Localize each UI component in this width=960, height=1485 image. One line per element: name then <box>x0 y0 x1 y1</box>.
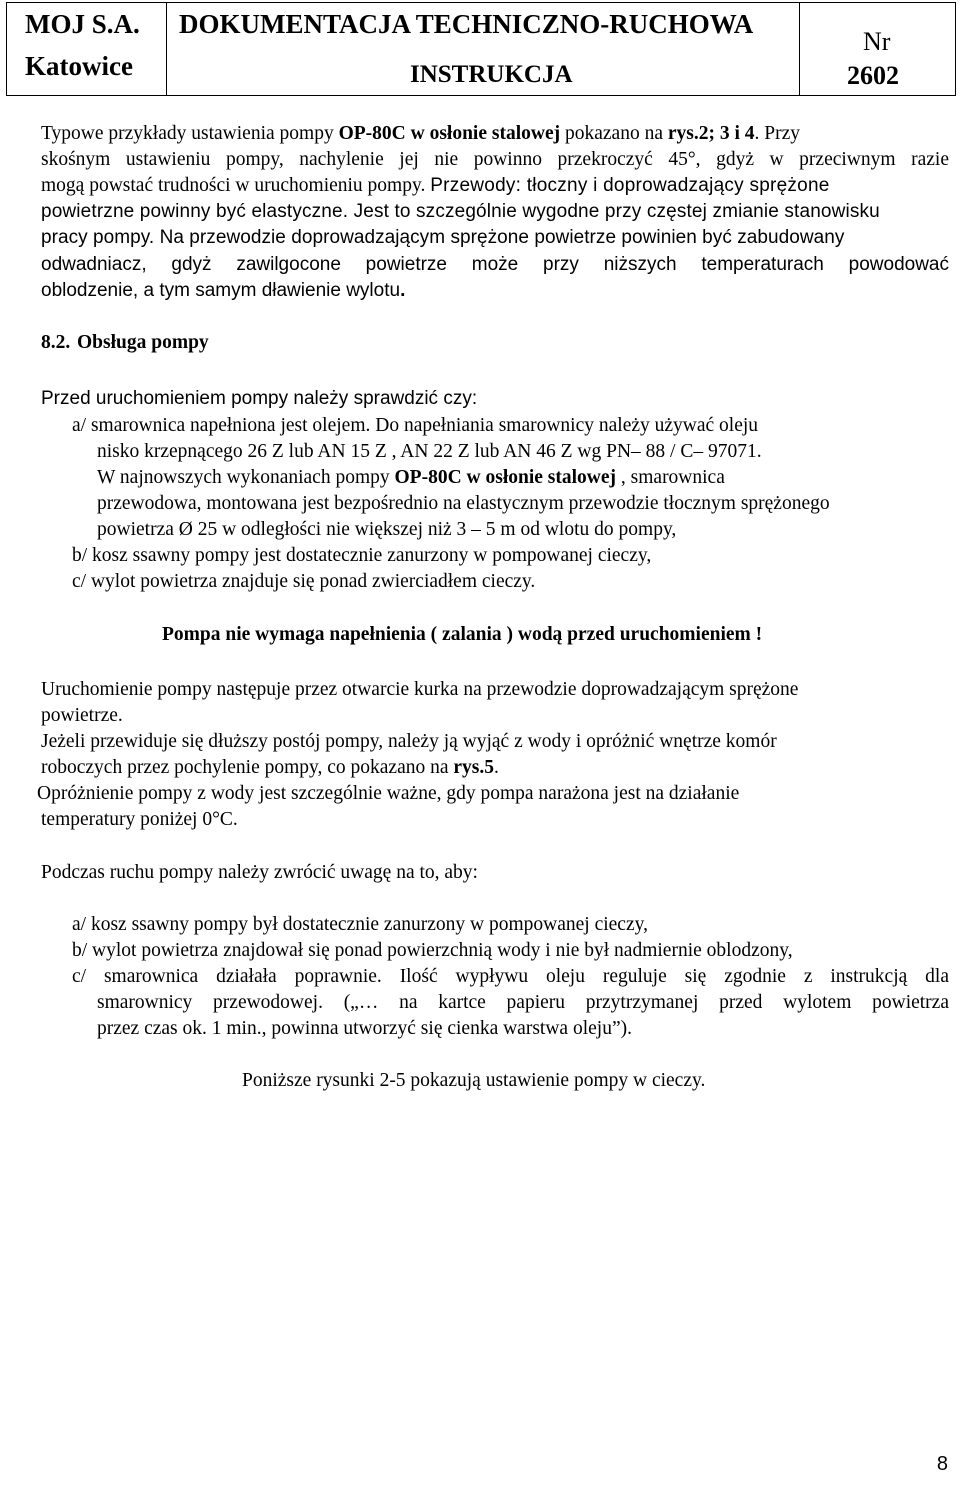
document-title: DOKUMENTACJA TECHNICZNO-RUCHOWA <box>179 9 754 39</box>
running-item-c-line-2: smarownicy przewodowej. („… na kartce papieru przytrzymanej przed wylotem powietrza <box>97 992 949 1013</box>
start-line-4: roboczych przez pochylenie pompy, co pokazano na rys.5. <box>41 757 499 778</box>
checklist-item-a-line-3: W najnowszych wykonaniach pompy OP-80C w osłonie stalowej , smarownica <box>97 467 725 488</box>
checklist-lead: Przed uruchomieniem pompy należy sprawdzić czy: <box>41 388 478 409</box>
intro-line-5: pracy pompy. Na przewodzie doprowadzającym sprężone powietrze powinien być zabudowany <box>41 227 845 248</box>
page-number: 8 <box>936 1453 948 1475</box>
priming-warning: Pompa nie wymaga napełnienia ( zalania ) wodą przed uruchomieniem ! <box>162 624 763 645</box>
figures-note: Poniższe rysunki 2-5 pokazują ustawienie pompy w cieczy. <box>242 1070 706 1091</box>
intro-line-4: powietrzne powinny być elastyczne. Jest to szczególnie wygodne przy częstej zmianie stanowisku <box>41 201 880 222</box>
running-item-c-line-1: c/ smarownica działała poprawnie. Ilość wypływu oleju reguluje się zgodnie z instrukcją dla <box>72 966 949 987</box>
checklist-item-a-line-2: nisko krzepnącego 26 Z lub AN 15 Z , AN 22 Z lub AN 46 Z wg PN– 88 / C– 97071. <box>97 441 762 462</box>
start-line-2: powietrze. <box>41 705 123 726</box>
company-name: MOJ S.A. <box>25 9 140 39</box>
checklist-item-a-line-5: powietrza Ø 25 w odległości nie większej niż 3 – 5 m od wlotu do pompy, <box>97 519 677 540</box>
header-number-cell <box>800 3 955 95</box>
intro-line-2: skośnym ustawieniu pompy, nachylenie jej nie powinno przekroczyć 45°, gdyż w przeciwnym razie <box>41 149 949 170</box>
running-item-a: a/ kosz ssawny pompy był dostatecznie zanurzony w pompowanej cieczy, <box>72 914 648 935</box>
checklist-item-b: b/ kosz ssawny pompy jest dostatecznie zanurzony w pompowanej cieczy, <box>72 545 652 566</box>
checklist-item-a-line-1: a/ smarownica napełniona jest olejem. Do napełniania smarownicy należy używać oleju <box>72 415 759 436</box>
header-company-cell <box>7 3 167 95</box>
checklist-item-c: c/ wylot powietrza znajduje się ponad zwierciadłem cieczy. <box>72 571 536 592</box>
intro-line-7: oblodzenie, a tym samym dławienie wylotu. <box>41 280 406 301</box>
start-line-5: Opróżnienie pompy z wody jest szczególnie ważne, gdy pompa narażona jest na działanie <box>37 783 740 804</box>
header-title-cell <box>167 3 800 95</box>
running-lead: Podczas ruchu pompy należy zwrócić uwagę na to, aby: <box>41 862 478 883</box>
document-header <box>6 2 956 96</box>
number-label: Nr <box>863 27 891 56</box>
running-item-c-line-3: przez czas ok. 1 min., powinna utworzyć się cienka warstwa oleju”). <box>97 1018 632 1039</box>
section-title: Obsługa pompy <box>77 332 209 353</box>
section-number: 8.2. <box>41 332 71 353</box>
checklist-item-a-line-4: przewodowa, montowana jest bezpośrednio na elastycznym przewodzie tłocznym sprężonego <box>97 493 830 514</box>
document-subtitle: INSTRUKCJA <box>410 61 573 88</box>
running-item-b: b/ wylot powietrza znajdował się ponad powierzchnią wody i nie był nadmiernie oblodzony, <box>72 940 793 961</box>
intro-line-1: Typowe przykłady ustawienia pompy OP-80C w osłonie stalowej pokazano na rys.2; 3 i 4. Przy <box>41 123 801 144</box>
start-line-1: Uruchomienie pompy następuje przez otwarcie kurka na przewodzie doprowadzającym sprężone <box>41 679 799 700</box>
company-city: Katowice <box>25 51 133 81</box>
intro-line-6: odwadniacz, gdyż zawilgocone powietrze może przy niższych temperaturach powodować <box>41 254 949 275</box>
start-line-3: Jeżeli przewiduje się dłuższy postój pompy, należy ją wyjąć z wody i opróżnić wnętrze komór <box>41 731 777 752</box>
intro-line-3: mogą powstać trudności w uruchomieniu pompy. Przewody: tłoczny i doprowadzający sprężone <box>41 175 830 196</box>
start-line-6: temperatury poniżej 0°C. <box>41 809 238 830</box>
number-value: 2602 <box>847 61 899 90</box>
